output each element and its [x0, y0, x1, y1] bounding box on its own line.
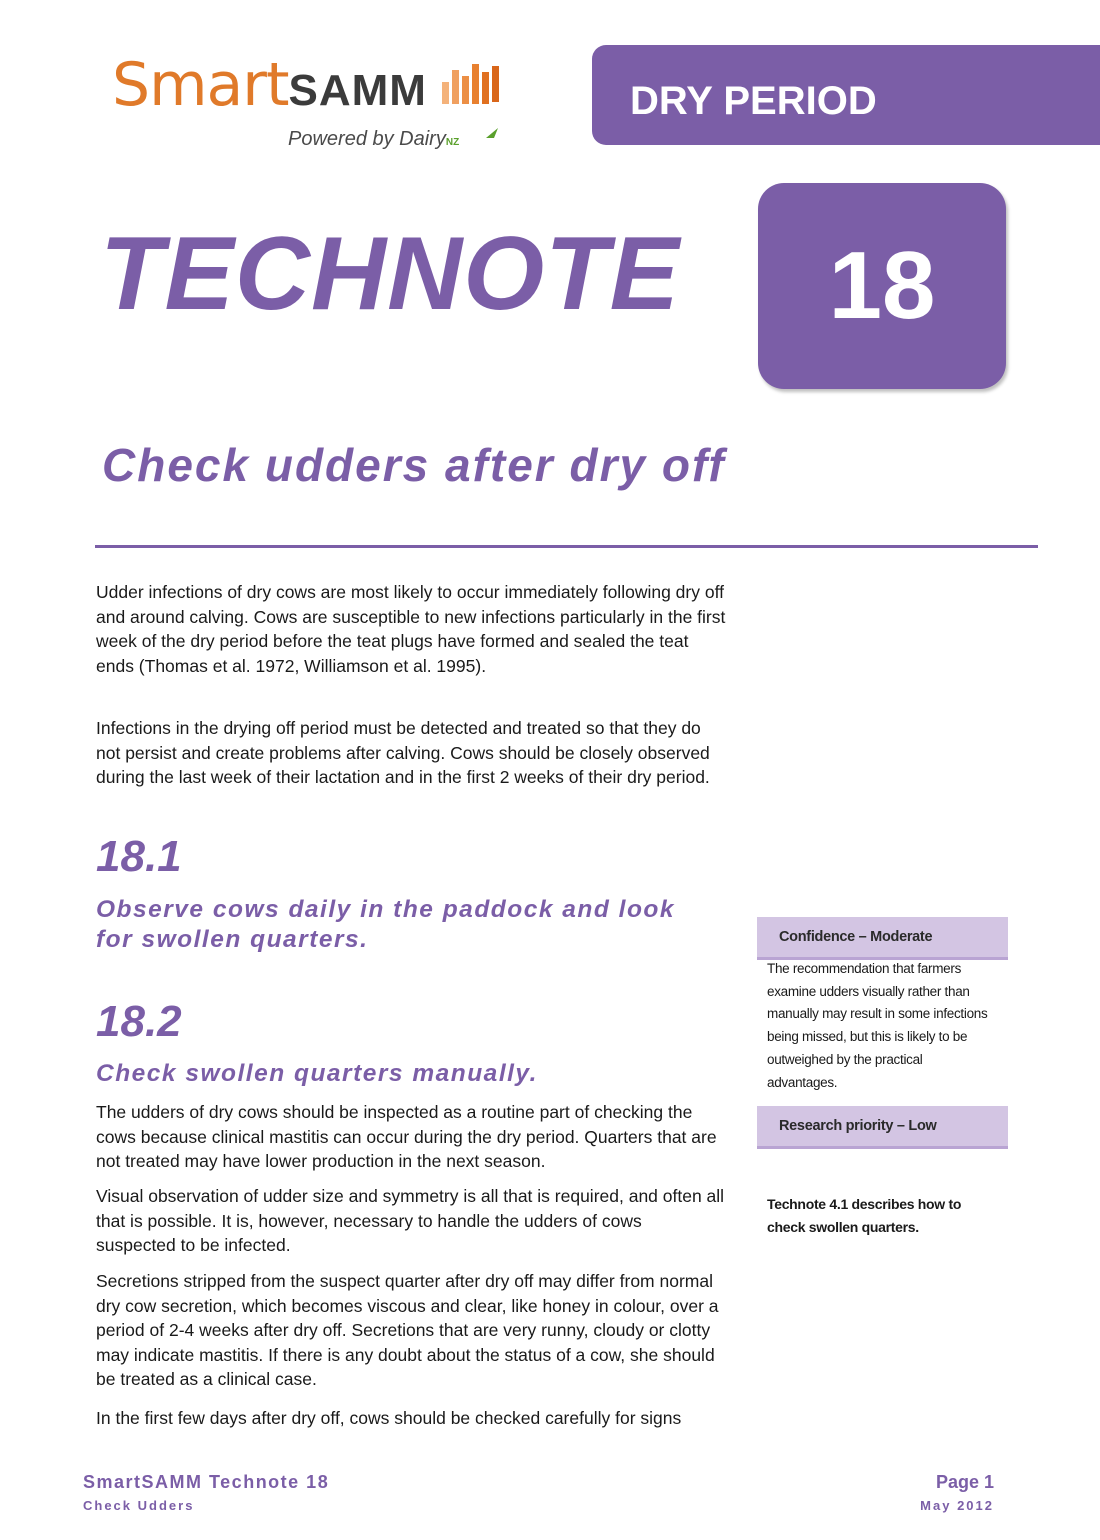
footer-date: May 2012 [920, 1498, 994, 1513]
confidence-label-bar: Confidence – Moderate [757, 917, 1008, 960]
section-heading-18-1: Observe cows daily in the paddock and look for swollen quarters. [96, 896, 675, 953]
footer-page-number: Page 1 [935, 1472, 994, 1492]
section-banner: DRY PERIOD [592, 45, 1100, 145]
intro-paragraph-1: Udder infections of dry cows are most likely to occur immediately following dry off and around calving. Cows are susceptible to new infections particularly in the first week of the dry period before the teat plugs have formed and sealed the teat ends (Thomas et al. 1972, Williamson et al. 1995). [96, 582, 726, 676]
logo-smart-text: Smart [112, 50, 289, 120]
cross-reference-note: Technote 4.1 describes how to check swollen quarters. [767, 1196, 962, 1235]
page-title: Check udders after dry off [102, 439, 726, 491]
section-18-2-paragraph-1: The udders of dry cows should be inspected as a routine part of checking the cows because clinical mastitis can occur during the dry period. Quarters that are not treated may have lower production in the next season. [96, 1102, 717, 1171]
section-heading-18-2: Check swollen quarters manually. [96, 1060, 538, 1087]
intro-paragraph-2: Infections in the drying off period must be detected and treated so that they do not persist and create problems after calving. Cows should be closely observed during the last week of their lactation and in the first 2 weeks of their dry period. [96, 718, 710, 787]
smartsamm-logo-wordmark [112, 50, 427, 120]
logo-bars-icon [442, 62, 502, 106]
logo-tagline-nz: NZ [445, 137, 460, 148]
section-18-2-paragraph-4: In the first few days after dry off, cows should be checked carefully for signs [96, 1408, 682, 1428]
technote-number-badge: 18 [758, 183, 1006, 389]
logo-tagline [288, 128, 459, 151]
logo-samm-text: SAMM [288, 66, 427, 115]
research-priority-bar: Research priority – Low [757, 1106, 1008, 1149]
leaf-icon [484, 126, 500, 140]
footer-document-subtitle: Check Udders [83, 1498, 195, 1513]
section-18-2-paragraph-3: Secretions stripped from the suspect quarter after dry off may differ from normal dry cow secretion, which becomes viscous and clear, like honey in colour, over a period of 2-4 weeks after dry off. Secretions that are very runny, cloudy or clotty may indicate mastitis. If there is any doubt about the status of a cow, she should be treated as a clinical case. [96, 1271, 719, 1389]
section-18-2-paragraph-2: Visual observation of udder size and symmetry is all that is required, and often all that is possible. It is, however, necessary to handle the udders of cows suspected to be infected. [96, 1186, 725, 1255]
technote-label: TECHNOTE [100, 216, 680, 332]
title-divider [95, 545, 1038, 548]
footer-document-name: SmartSAMM Technote 18 [83, 1472, 330, 1492]
section-number-18-1: 18.1 [96, 832, 182, 881]
logo-tagline-text: Powered by Dairy [288, 128, 446, 150]
section-number-18-2: 18.2 [96, 997, 182, 1046]
confidence-description: The recommendation that farmers examine udders visually rather than manually may result in some infections being missed, but this is likely to be outweighed by the practical advantages. [767, 961, 988, 1090]
